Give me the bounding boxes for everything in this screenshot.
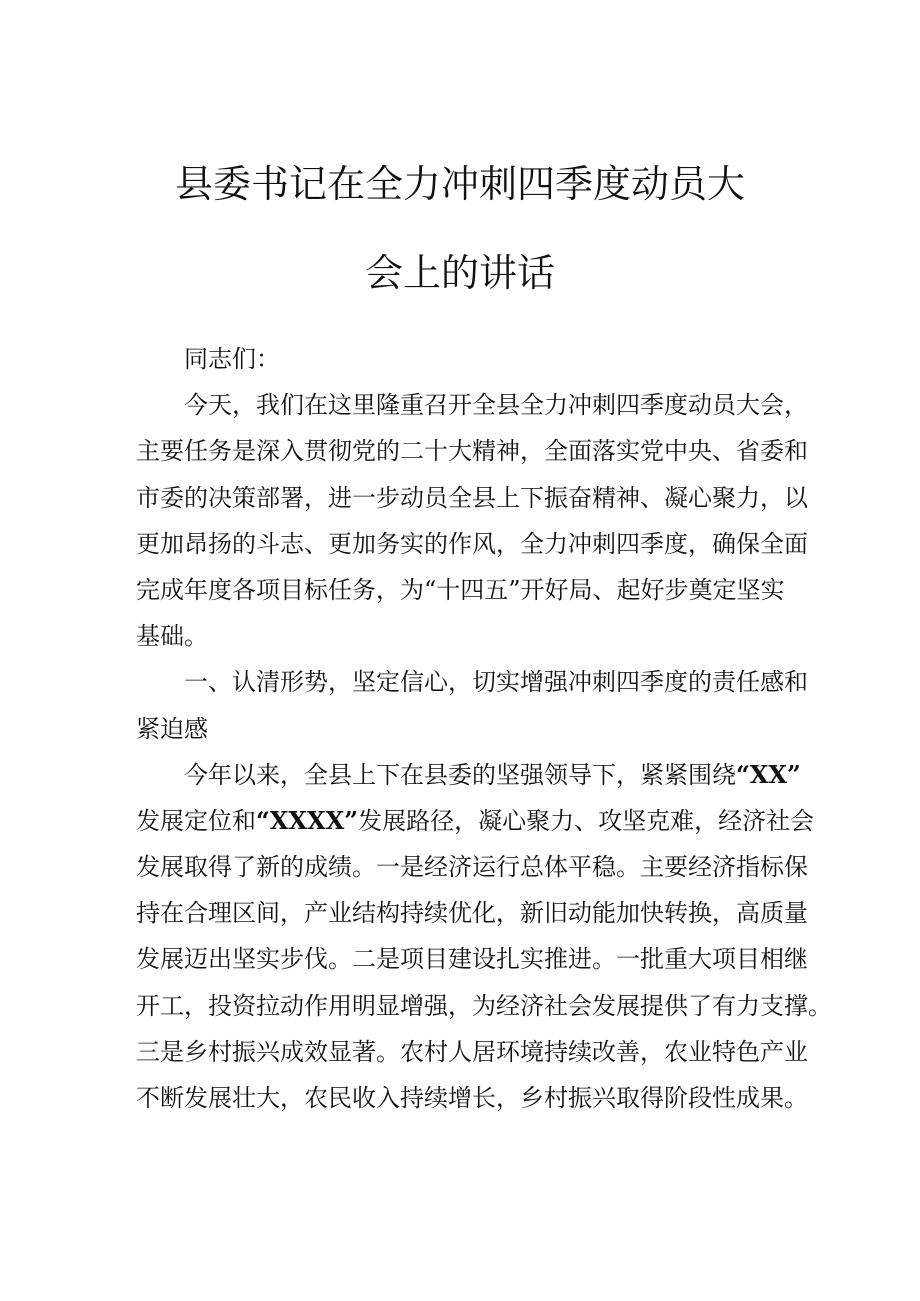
paragraph-line: 开工，投资拉动作用明显增强，为经济社会发展提供了有力支撑。 [136, 991, 832, 1020]
salutation: 同志们： [184, 345, 280, 373]
text-run: 发展定位和 [136, 806, 256, 835]
paragraph-line: 不断发展壮大，农民收入持续增长，乡村振兴取得阶段性成果。 [136, 1084, 808, 1112]
text-run: 发展路径，凝心聚力、攻坚克难，经济社会 [358, 806, 815, 835]
heading-line: 紧迫感 [136, 714, 208, 743]
paragraph-line: 基础。 [136, 622, 208, 651]
paragraph-line [136, 798, 815, 844]
document-title-line-1: 县委书记在全力冲刺四季度动员大 [174, 162, 745, 206]
paragraph-line [136, 752, 801, 798]
bold-text-run: “XXXX” [256, 805, 359, 835]
paragraph-line: 今天，我们在这里隆重召开全县全力冲刺四季度动员大会， [184, 391, 808, 420]
paragraph-line: 持在合理区间，产业结构持续优化，新旧动能加快转换，高质量 [136, 899, 808, 928]
paragraph-line: 发展迈出坚实步伐。二是项目建设扎实推进。一批重大项目相继 [136, 945, 808, 974]
heading-line: 一、认清形势，坚定信心，切实增强冲刺四季度的责任感和 [184, 668, 808, 697]
paragraph-opening [136, 382, 808, 659]
paragraph-line: 市委的决策部署，进一步动员全县上下振奋精神、凝心聚力，以 [136, 483, 808, 512]
paragraph-line: 完成年度各项目标任务，为“十四五”开好局、起好步奠定坚实 [136, 575, 785, 604]
document-title-line-2: 会上的讲话 [364, 251, 555, 295]
section-heading-1 [136, 659, 808, 751]
paragraph-line: 发展取得了新的成绩。一是经济运行总体平稳。主要经济指标保 [136, 853, 808, 882]
paragraph-line: 三是乡村振兴成效显著。农村人居环境持续改善，农业特色产业 [136, 1037, 808, 1066]
paragraph-line: 更加昂扬的斗志、更加务实的作风，全力冲刺四季度，确保全面 [136, 529, 808, 558]
text-run: 今年以来，全县上下在县委的坚强领导下，紧紧围绕 [184, 760, 736, 789]
paragraph-achievements [136, 752, 832, 1122]
bold-text-run: “XX” [736, 759, 801, 789]
document-body [136, 336, 832, 1121]
paragraph-line: 主要任务是深入贯彻党的二十大精神，全面落实党中央、省委和 [136, 437, 808, 466]
